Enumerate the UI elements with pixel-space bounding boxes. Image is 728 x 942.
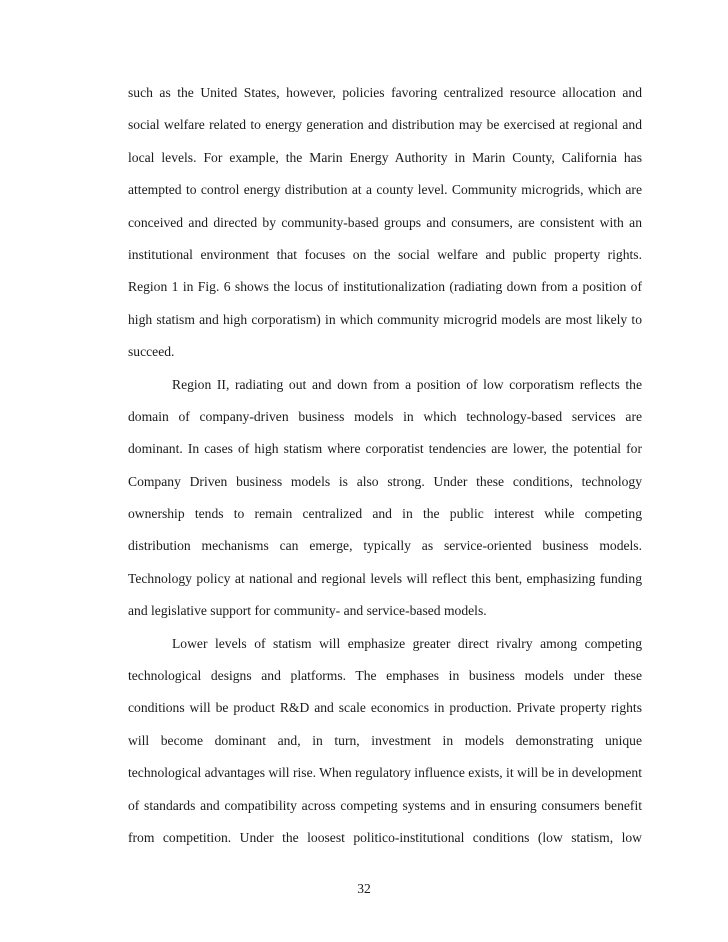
- text-line: Region 1 in Fig. 6 shows the locus of institutionalization (radiating down from a position of: [128, 279, 642, 295]
- text-line: Technology policy at national and regional levels will reflect this bent, emphasizing funding: [128, 570, 642, 586]
- text-line: high statism and high corporatism) in which community microgrid models are most likely to: [128, 311, 642, 327]
- text-line: ownership tends to remain centralized and in the public interest while competing: [128, 506, 642, 522]
- text-line: succeed.: [128, 344, 175, 360]
- text-line: local levels. For example, the Marin Energy Authority in Marin County, California has: [128, 149, 642, 165]
- text-line: technological advantages will rise. When regulatory influence exists, it will be in development: [128, 765, 642, 781]
- paragraph: [128, 376, 642, 635]
- paragraph: [128, 84, 642, 376]
- text-line: such as the United States, however, policies favoring centralized resource allocation and: [128, 85, 642, 100]
- body-text: [128, 84, 642, 861]
- text-line: social welfare related to energy generation and distribution may be exercised at regional and: [128, 117, 642, 133]
- text-line: of standards and compatibility across competing systems and in ensuring consumers benefit: [128, 797, 642, 813]
- text-line: dominant. In cases of high statism where corporatist tendencies are lower, the potential for: [128, 441, 642, 457]
- text-line: domain of company-driven business models in which technology-based services are: [128, 408, 642, 424]
- text-line: distribution mechanisms can emerge, typically as service-oriented business models.: [128, 538, 642, 554]
- paragraph: [128, 635, 642, 862]
- page-number: 32: [357, 881, 371, 896]
- text-line: Region II, radiating out and down from a position of low corporatism reflects the: [172, 376, 642, 392]
- text-line: Company Driven business models is also strong. Under these conditions, technology: [128, 473, 642, 489]
- text-line: and legislative support for community- and service-based models.: [128, 603, 487, 619]
- text-line: Lower levels of statism will emphasize greater direct rivalry among competing: [172, 635, 642, 651]
- text-line: will become dominant and, in turn, investment in models demonstrating unique: [128, 732, 642, 748]
- text-line: conceived and directed by community-based groups and consumers, are consistent with an: [128, 214, 642, 230]
- text-line: conditions will be product R&D and scale economics in production. Private property rights: [128, 700, 642, 716]
- text-line: technological designs and platforms. The emphases in business models under these: [128, 668, 642, 684]
- text-line: attempted to control energy distribution at a county level. Community microgrids, which are: [128, 182, 642, 198]
- text-line: from competition. Under the loosest politico-institutional conditions (low statism, low: [128, 829, 642, 845]
- text-line: institutional environment that focuses on the social welfare and public property rights.: [128, 246, 642, 262]
